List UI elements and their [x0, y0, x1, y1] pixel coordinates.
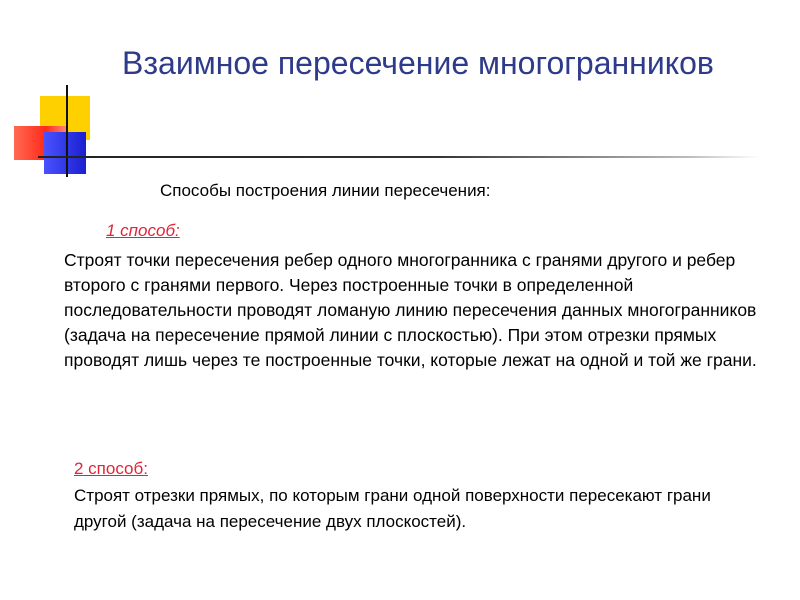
method-1-text: Строят точки пересечения ребер одного многогранника с гранями другого и ребер второго с гранями первого. Через построенные точки в определенной последовательности проводят ломаную линию пересечения данных многогранников (задача на пересечение прямой линии с плоскостью). При этом отрезки прямых проводят лишь через те построенные точки, которые лежат на одной и той же грани.	[64, 250, 757, 370]
method-2-label: 2 способ:	[74, 459, 148, 478]
title-divider-line	[38, 156, 760, 158]
method-1-label: 1 способ:	[106, 221, 180, 240]
decor-vertical-line	[66, 85, 68, 177]
slide-subtitle: Способы построения линии пересечения:	[160, 181, 491, 200]
method-2-text: Строят отрезки прямых, по которым грани одной поверхности пересекают грани другой (задача на пересечение двух плоскостей).	[74, 486, 711, 531]
decor-blue-square	[44, 132, 86, 174]
slide-title: Взаимное пересечение многогранников	[122, 45, 714, 81]
